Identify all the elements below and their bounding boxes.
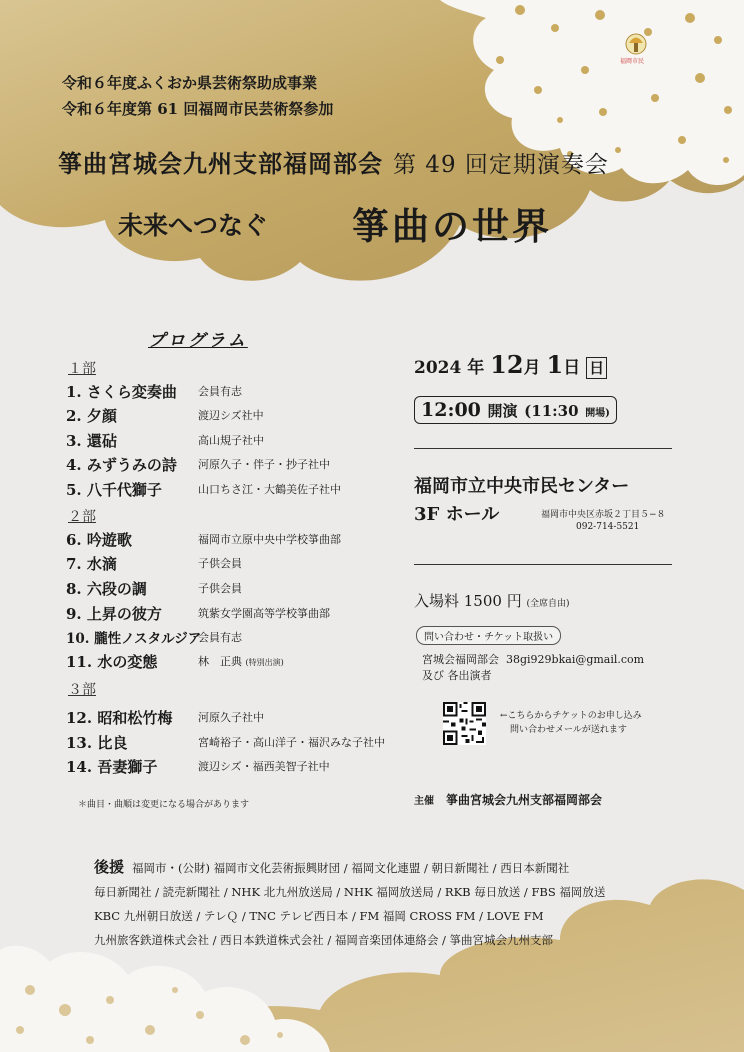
program-item (66, 707, 396, 729)
program-item (66, 553, 396, 575)
piece-title: 7. 水滴 (66, 555, 117, 573)
program-item (66, 578, 396, 600)
weekday-box: 日 (586, 357, 607, 379)
performer: 宮崎裕子・高山洋子・福沢みな子社中 (198, 736, 385, 749)
divider (414, 448, 672, 449)
qr-note-line1: ←こちらからチケットのお申し込み (500, 711, 642, 721)
fee-note: (全席自由) (526, 599, 570, 609)
support-line: KBC 九州朝日放送 / テレＱ / TNC テレビ西日本 / FM 福岡 CROSS FM / LOVE FM (94, 909, 544, 923)
piece-title: 14. 吾妻獅子 (66, 758, 158, 776)
date-month-unit: 月 (523, 358, 541, 378)
program-heading: プログラム (148, 331, 248, 351)
host-line (414, 791, 602, 808)
performer (198, 653, 284, 669)
theme-text: 未来へつなぐ (118, 211, 269, 240)
piece-title: 5. 八千代獅子 (66, 481, 162, 499)
open-time: (11:30 (524, 402, 579, 420)
performer: 河原久子社中 (198, 711, 264, 724)
special-note: (特別出演) (245, 658, 284, 667)
contact-email[interactable]: 38gi929bkai@gmail.com (506, 653, 645, 666)
support-block (94, 855, 605, 952)
program-item (66, 627, 396, 649)
piece-title: 8. 六段の調 (66, 580, 147, 598)
program-item (66, 756, 396, 778)
piece-title: 10. 朧性ノスタルジア (66, 631, 202, 647)
host-label: 主催 (414, 796, 434, 807)
performer: 河原久子・伴子・抄子社中 (198, 458, 330, 471)
svg-text:福岡市民: 福岡市民 (620, 58, 645, 65)
piece-title: 12. 昭和松竹梅 (66, 709, 173, 727)
performer: 福岡市立原中央中学校箏曲部 (198, 533, 341, 546)
program-item (66, 529, 396, 551)
program-item (66, 732, 396, 754)
performer: 子供会員 (198, 557, 242, 570)
performer: 渡辺シズ・福西美智子社中 (198, 760, 330, 773)
qr-note-line2: 問い合わせメールが送れます (510, 725, 627, 735)
contact-also: 及び 各出演者 (422, 669, 492, 682)
start-time: 12:00 (421, 399, 481, 421)
organizer-title: 箏曲宮城会九州支部福岡部会 (58, 149, 383, 178)
part-label: １部 (68, 361, 96, 377)
performer: 会員有志 (198, 631, 242, 644)
event-date (414, 350, 607, 379)
support-line: 九州旅客鉄道株式会社 / 西日本鉄道株式会社 / 福岡音楽団体連絡会 / 箏曲宮城会九州支部 (94, 933, 554, 947)
piece-title: 3. 還砧 (66, 432, 117, 450)
piece-title: 4. みずうみの詩 (66, 456, 177, 474)
program-item (66, 430, 396, 452)
festival-line: 令和６年度第 61 回福岡市民芸術祭参加 (62, 100, 334, 118)
date-day-unit: 日 (563, 358, 581, 378)
piece-title: 1. さくら変奏曲 (66, 383, 177, 401)
hall-name: 3F ホール (414, 504, 500, 525)
contact-info (422, 652, 644, 684)
piece-title: 11. 水の変態 (66, 653, 158, 671)
part-label: ３部 (68, 682, 96, 698)
program-footnote: ＊曲目・曲順は変更になる場合があります (78, 800, 250, 810)
time-box (414, 396, 617, 424)
fee-label: 入場料 1500 円 (414, 592, 522, 610)
qr-note (500, 709, 642, 737)
part-label: ２部 (68, 509, 96, 525)
support-line: 毎日新聞社 / 読売新聞社 / NHK 北九州放送局 / NHK 福岡放送局 / RKB 毎日放送 / FBS 福岡放送 (94, 885, 606, 899)
logo-icon (612, 26, 660, 66)
concert-title (58, 144, 609, 179)
piece-title: 9. 上昇の彼方 (66, 605, 162, 623)
host-name: 箏曲宮城会九州支部福岡部会 (446, 793, 603, 807)
support-line: 福岡市・(公財) 福岡市文化芸術振興財団 / 福岡文化連盟 / 朝日新聞社 / 西日本新聞社 (132, 861, 570, 875)
venue-address: 福岡市中央区赤坂２丁目５−８ (541, 510, 666, 520)
date-year: 2024 年 (414, 358, 485, 378)
date-day: 1 (546, 350, 564, 379)
program-item (66, 381, 396, 403)
venue-phone: 092-714-5521 (576, 522, 640, 532)
start-label: 開演 (487, 402, 518, 420)
performer: 渡辺シズ社中 (198, 409, 264, 422)
subsidy-line: 令和６年度ふくおか県芸術祭助成事業 (62, 74, 318, 92)
performer: 高山規子社中 (198, 434, 264, 447)
main-title: 箏曲の世界 (352, 204, 552, 248)
performer: 筑紫女学園高等学校箏曲部 (198, 607, 330, 620)
date-month: 12 (490, 350, 524, 379)
program-item (66, 603, 396, 625)
admission (414, 590, 570, 611)
qr-code-icon[interactable] (443, 702, 486, 745)
performer: 子供会員 (198, 582, 242, 595)
support-label: 後援 (94, 858, 125, 876)
program-item (66, 651, 396, 673)
performer-name: 林 正典 (198, 655, 242, 668)
open-label: 開場) (585, 408, 610, 419)
program-item (66, 454, 396, 476)
piece-title: 6. 吟遊歌 (66, 531, 132, 549)
performer: 山口ちさ江・大鶴美佐子社中 (198, 483, 341, 496)
contact-org: 宮城会福岡部会 (422, 653, 499, 666)
venue-name: 福岡市立中央市民センター (414, 476, 630, 497)
piece-title: 13. 比良 (66, 734, 128, 752)
divider (414, 564, 672, 565)
program-item (66, 479, 396, 501)
edition-label: 第 49 回定期演奏会 (393, 152, 609, 178)
program-item (66, 405, 396, 427)
contact-heading: 問い合わせ・チケット取扱い (416, 626, 561, 645)
piece-title: 2. 夕顔 (66, 407, 117, 425)
performer: 会員有志 (198, 385, 242, 398)
